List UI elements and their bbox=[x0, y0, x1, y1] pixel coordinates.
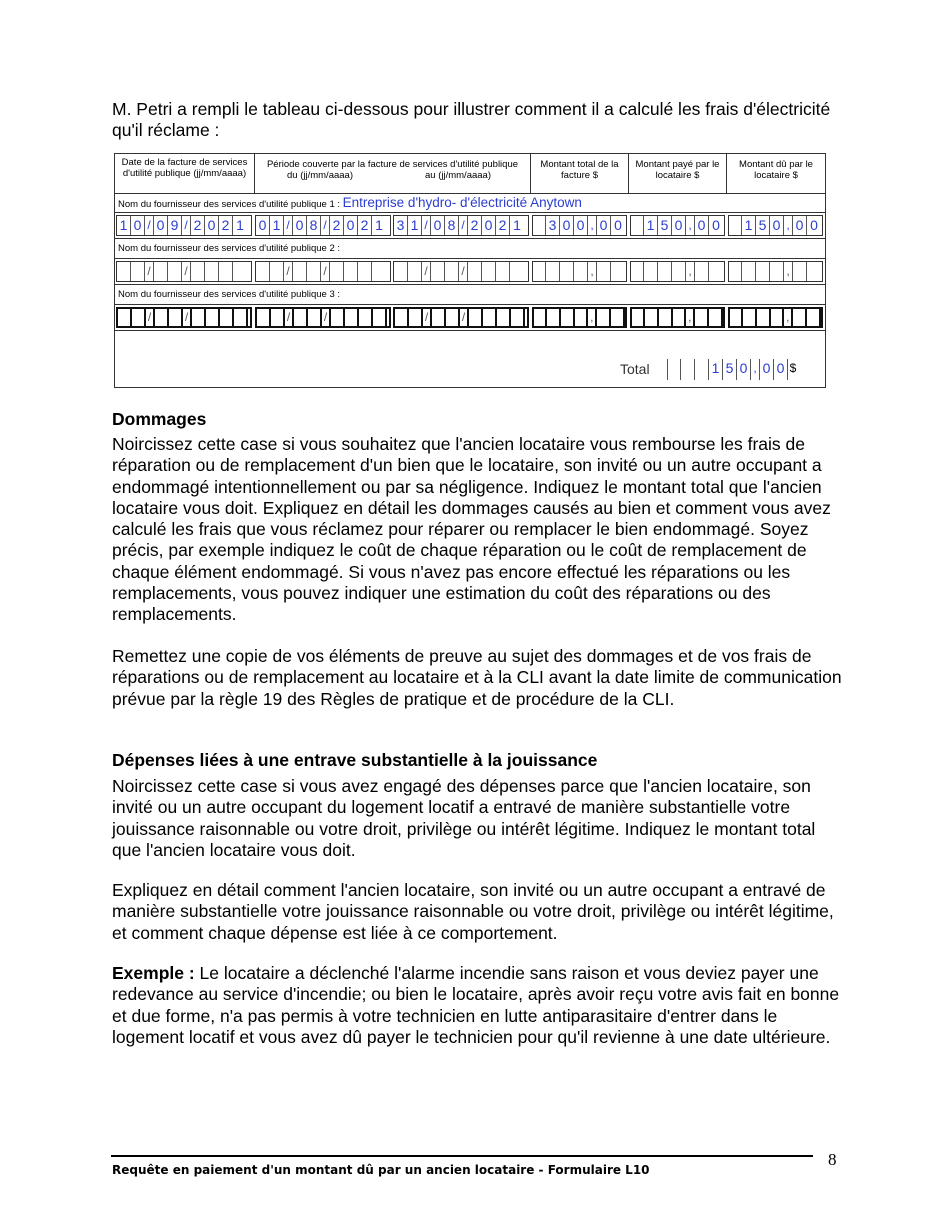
digit: 0 bbox=[131, 216, 145, 235]
date-separator: / bbox=[145, 262, 154, 281]
digit: 0 bbox=[154, 216, 168, 235]
row3-paid-field[interactable] bbox=[630, 307, 725, 328]
utility-table bbox=[114, 153, 826, 388]
provider-2-row bbox=[115, 239, 825, 259]
digit: 2 bbox=[468, 216, 482, 235]
depenses-example bbox=[112, 963, 842, 1048]
row3-to-field[interactable] bbox=[393, 307, 529, 328]
digit: 2 bbox=[496, 216, 510, 235]
digit: 2 bbox=[330, 216, 344, 235]
depenses-paragraph-2: Expliquez en détail comment l'ancien locataire, son invité ou un autre occupant a entravé de manière substantielle votre jouissance raisonnable ou votre droit, privilège ou intérêt légitime, et comment chaque dépense est liée à ce comportement. bbox=[112, 880, 834, 943]
provider-1-name[interactable]: Entreprise d'hydro- d'électricité Anytown bbox=[342, 195, 582, 210]
digit: 1 bbox=[270, 216, 284, 235]
date-separator: / bbox=[145, 216, 154, 235]
header-date-facture: Date de la facture de services d'utilité publique (jj/mm/aaaa) bbox=[115, 154, 255, 193]
row1-due-field[interactable] bbox=[728, 215, 823, 236]
provider-1-values bbox=[115, 213, 825, 239]
digit: 0 bbox=[770, 216, 784, 235]
digit: 0 bbox=[737, 359, 751, 380]
header-au: au (jj/mm/aaaa) bbox=[425, 170, 491, 181]
header-montant-du: Montant dû par le locataire $ bbox=[739, 159, 813, 181]
digit: 1 bbox=[513, 217, 521, 233]
row3-due-field[interactable] bbox=[728, 307, 823, 328]
dommages-paragraph-1: Noircissez cette case si vous souhaitez que l'ancien locataire vous rembourse les frais de réparation ou de remplacement d'un bien que le locataire, son invité ou un autre occupant a endommagé intentionnellement ou par sa négligence. Indiquez le montant total que l'ancien locataire vous doit. Expliquez en détail les dommages causés au bien et comment vous avez calculé les frais que vous réclamez pour réparer ou remplacer le bien endommagé. Soyez précis, par exemple indiquez le coût de chaque réparation ou le coût de remplacement de chaque élément endommagé. Si vous n'avez pas encore effectué les réparations ou les remplacements, vous pouvez indiquer une estimation du coût des réparations ou des remplacements. bbox=[112, 434, 831, 625]
date-separator: / bbox=[146, 309, 155, 326]
row1-paid-field[interactable] bbox=[630, 215, 725, 236]
digit: 8 bbox=[445, 216, 459, 235]
digit bbox=[533, 216, 546, 235]
date-separator: / bbox=[285, 309, 294, 326]
table-header bbox=[115, 154, 825, 194]
dommages-heading: Dommages bbox=[112, 409, 207, 429]
digit bbox=[681, 359, 695, 380]
digit: 1 bbox=[709, 359, 723, 380]
digit: 5 bbox=[658, 216, 672, 235]
digit: 0 bbox=[793, 216, 807, 235]
date-separator: / bbox=[321, 262, 330, 281]
date-separator: / bbox=[321, 216, 330, 235]
provider-3-values bbox=[115, 305, 825, 331]
digit bbox=[667, 359, 681, 380]
depenses-heading: Dépenses liées à une entrave substantielle à la jouissance bbox=[112, 750, 598, 770]
digit: 0 bbox=[344, 216, 358, 235]
total-row bbox=[115, 353, 825, 387]
digit: 8 bbox=[307, 216, 321, 235]
provider-3-label: Nom du fournisseur des services d'utilité publique 3 : bbox=[118, 289, 341, 300]
digit: 2 bbox=[191, 216, 205, 235]
digit: 1 bbox=[236, 217, 244, 233]
date-separator: / bbox=[423, 309, 432, 326]
total-label: Total bbox=[620, 361, 650, 377]
amount-separator: , bbox=[784, 309, 793, 326]
dommages-paragraph-2: Remettez une copie de vos éléments de preuve au sujet des dommages et de vos frais de réparations ou de remplacement au locataire et à la CLI avant la date limite de communication prévue par la règle 19 des Règles de pratique et de procédure de la CLI. bbox=[112, 646, 842, 709]
row2-to-field[interactable] bbox=[393, 261, 529, 282]
currency-sign: $ bbox=[789, 361, 797, 375]
digit: 3 bbox=[546, 216, 560, 235]
digit: 0 bbox=[695, 216, 709, 235]
footer-divider bbox=[111, 1155, 813, 1157]
amount-separator: , bbox=[686, 309, 695, 326]
row2-paid-field[interactable] bbox=[630, 261, 725, 282]
date-separator: / bbox=[322, 309, 331, 326]
date-separator: / bbox=[422, 262, 431, 281]
digit: 5 bbox=[756, 216, 770, 235]
row2-date-field[interactable] bbox=[116, 261, 252, 282]
date-separator: / bbox=[183, 309, 192, 326]
amount-separator: , bbox=[751, 359, 760, 380]
amount-separator: , bbox=[784, 216, 793, 235]
row1-total-field[interactable] bbox=[532, 215, 627, 236]
digit: 0 bbox=[560, 216, 574, 235]
digit: 0 bbox=[482, 216, 496, 235]
example-label: Exemple : bbox=[112, 963, 195, 983]
footer-title: Requête en paiement d'un montant dû par un ancien locataire - Formulaire L10 bbox=[112, 1163, 650, 1177]
digit: 0 bbox=[431, 216, 445, 235]
digit: 0 bbox=[760, 359, 774, 380]
date-separator: / bbox=[459, 262, 468, 281]
example-text: Le locataire a déclenché l'alarme incendie sans raison et vous deviez payer une redevance au service d'incendie; ou bien le locataire, après avoir reçu votre avis fait en bonne et due forme, n'a pas permis à votre technicien en lutte antiparasitaire d'entrer dans le logement locatif et vous avez dû payer le technicien pour qu'il revienne à une date ultérieure. bbox=[112, 963, 840, 1047]
header-periode bbox=[255, 154, 531, 193]
digit bbox=[631, 216, 644, 235]
digit: 0 bbox=[672, 216, 686, 235]
digit: 0 bbox=[574, 216, 588, 235]
digit: 1 bbox=[644, 216, 658, 235]
date-separator: / bbox=[182, 216, 191, 235]
depenses-paragraph-1: Noircissez cette case si vous avez engagé des dépenses parce que l'ancien locataire, son invité ou un autre occupant du logement locatif a entravé de manière substantielle votre jouissance raisonnable ou votre droit, privilège ou intérêt légitime. Indiquez le montant total que l'ancien locataire vous doit. bbox=[112, 776, 816, 860]
row3-date-field[interactable] bbox=[116, 307, 252, 328]
digit: 0 bbox=[293, 216, 307, 235]
header-montant-total: Montant total de la facture $ bbox=[531, 154, 629, 193]
provider-2-label: Nom du fournisseur des services d'utilité publique 2 : bbox=[118, 243, 341, 254]
amount-separator: , bbox=[686, 216, 695, 235]
page-number: 8 bbox=[828, 1150, 837, 1169]
digit: 0 bbox=[256, 216, 270, 235]
provider-1-row bbox=[115, 193, 825, 213]
row3-total-field[interactable] bbox=[532, 307, 627, 328]
row1-from-field[interactable] bbox=[255, 215, 391, 236]
row2-total-field[interactable] bbox=[532, 261, 627, 282]
date-separator: / bbox=[284, 262, 293, 281]
header-periode-title: Période couverte par la facture de services d'utilité publique bbox=[266, 159, 519, 170]
digit: 0 bbox=[774, 359, 788, 380]
header-montant-paye: Montant payé par le locataire $ bbox=[629, 154, 727, 193]
row2-from-field[interactable] bbox=[255, 261, 391, 282]
amount-separator: , bbox=[686, 262, 695, 281]
header-du: du (jj/mm/aaaa) bbox=[287, 170, 353, 181]
digit: 1 bbox=[117, 216, 131, 235]
date-separator: / bbox=[284, 216, 293, 235]
intro-paragraph: M. Petri a rempli le tableau ci-dessous pour illustrer comment il a calculé les frais d'électricité qu'il réclame : bbox=[112, 99, 831, 140]
row2-due-field[interactable] bbox=[728, 261, 823, 282]
digit: 2 bbox=[358, 216, 372, 235]
amount-separator: , bbox=[588, 262, 597, 281]
date-separator: / bbox=[422, 216, 431, 235]
amount-separator: , bbox=[588, 309, 597, 326]
digit: 5 bbox=[723, 359, 737, 380]
amount-separator: , bbox=[588, 216, 597, 235]
digit: 1 bbox=[408, 216, 422, 235]
digit: 3 bbox=[394, 216, 408, 235]
digit: 0 bbox=[712, 217, 720, 233]
date-separator: / bbox=[459, 216, 468, 235]
amount-separator: , bbox=[784, 262, 793, 281]
row1-date-field[interactable] bbox=[116, 215, 252, 236]
total-amount-field[interactable] bbox=[667, 359, 811, 380]
digit: 0 bbox=[810, 217, 818, 233]
digit bbox=[729, 216, 742, 235]
digit: 0 bbox=[597, 216, 611, 235]
digit bbox=[695, 359, 709, 380]
provider-1-label: Nom du fournisseur des services d'utilité publique 1 : bbox=[118, 199, 341, 210]
provider-2-values bbox=[115, 259, 825, 285]
digit: 1 bbox=[742, 216, 756, 235]
digit: 0 bbox=[205, 216, 219, 235]
date-separator: / bbox=[460, 309, 469, 326]
provider-3-row bbox=[115, 285, 825, 305]
date-separator: / bbox=[182, 262, 191, 281]
row3-from-field[interactable] bbox=[255, 307, 391, 328]
digit: 1 bbox=[375, 217, 383, 233]
digit: 2 bbox=[219, 216, 233, 235]
row1-to-field[interactable] bbox=[393, 215, 529, 236]
digit: 9 bbox=[168, 216, 182, 235]
digit: 0 bbox=[614, 217, 622, 233]
